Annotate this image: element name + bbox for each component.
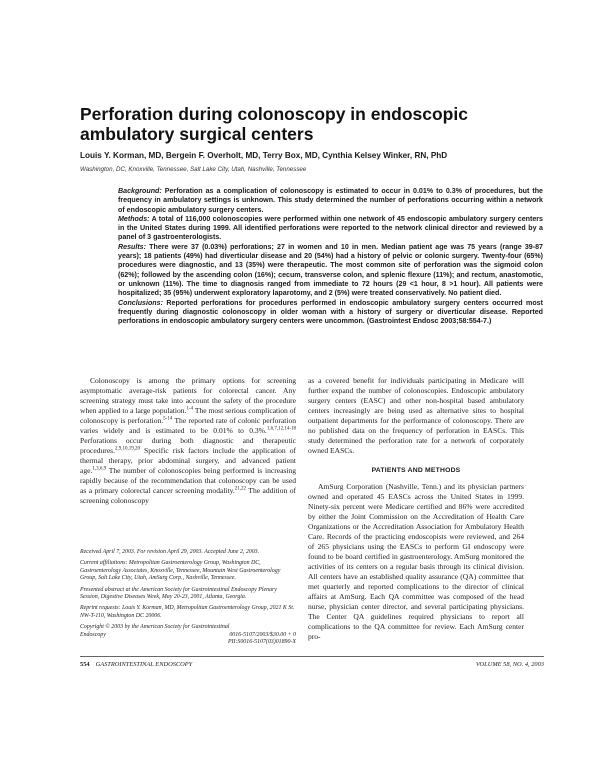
citation-ref[interactable]: 1,3,6,9	[92, 466, 107, 472]
received-note: Received April 7, 2003. For revision April 29, 2003. Accepted June 2, 2003.	[80, 549, 260, 555]
abstract	[118, 187, 543, 326]
methods-text: A total of 116,000 colonoscopies were performed within one network of 45 endoscopic ambulatory surgery centers in the United States during 1999. All identified perforations were reported to the network clinical director and reviewed by a panel of 3 gastroenterologists.	[118, 214, 543, 242]
intro-text: Perforations occur during both diagnostic and therapeutic procedures.	[80, 436, 296, 455]
volume-info: VOLUME 58, NO. 4, 2003	[475, 661, 544, 668]
reprint-note: Reprint requests: Louis Y. Korman, MD, Metropolitan Gastroenterology Group, 2021 K St. NW-T-110, Washington DC 20006.	[80, 605, 295, 619]
pii-code: PII:S0016-5107(03)01890-X	[227, 639, 296, 646]
copyright-row	[80, 632, 296, 639]
citation-ref[interactable]: 1,6,7,12,14-18	[266, 426, 296, 432]
journal-name: GASTROINTESTINAL ENDOSCOPY	[95, 661, 193, 668]
right-column	[308, 376, 524, 642]
abstract-background	[118, 187, 543, 215]
citation-ref[interactable]: 2,9,10,19,20	[115, 446, 140, 452]
affiliations: Washington, DC, Knoxville, Tennessee, Salt Lake City, Utah, Nashville, Tennessee	[80, 166, 307, 173]
intro-text: Specific risk factors include the application of thermal therapy, prior abdominal surgery, and advanced patient age.	[80, 446, 296, 475]
intro-text: The addition of screening colonoscopy	[80, 486, 296, 505]
presented-note: Presented abstract at the American Society for Gastrointestinal Endoscopy Plenary Session, Digestive Diseases Week, May 20-23, 2001, Atlanta, Georgia.	[80, 586, 277, 601]
abstract-methods	[118, 215, 543, 243]
conclusions-text: Reported perforations for procedures performed in endoscopic ambulatory surgery centers occurred most frequently during diagnostic colonoscopy in older woman with a history of surgery or diverticular disease. Reported perforations in endoscopic ambulatory surgery centers were uncommon. (Gastrointest Endosc 2003;58:554-7.)	[118, 298, 543, 326]
intro-text: The most serious complication of colonoscopy is perforation.	[80, 406, 296, 425]
intro-continued: as a covered benefit for individuals participating in Medicare will further expand the number of colonoscopies. Endoscopic ambulatory surgery centers (EASC) and other non-hospital based ambulatory centers increasingly are being used as alternative sites to hospital outpatient departments for the performance of colonoscopy. There are no published data on the frequency of perforation in EASCs. This study determined the perforation rate for a network of corporately owned EASCs.	[308, 376, 524, 455]
page-footer	[80, 661, 544, 671]
affiliation-note: Current affiliations: Metropolitan Gastroenterology Group, Washington DC, Gastroenterology Associates, Knoxville, Tennessee, Mountain West Gastroenterology Group, Salt Lake City, Utah, AmSurg Corp., Nashville, Tennessee.	[80, 560, 281, 582]
abstract-conclusions	[118, 299, 543, 327]
abstract-results	[118, 243, 543, 299]
author-list: Louis Y. Korman, MD, Bergein F. Overholt, MD, Terry Box, MD, Cynthia Kelsey Winker, RN, PhD	[80, 151, 448, 160]
citation-ref[interactable]: 1-4	[186, 406, 194, 412]
background-label: Background:	[118, 187, 162, 195]
conclusions-label: Conclusions:	[118, 298, 163, 307]
introduction-paragraph	[80, 376, 296, 506]
intro-text: The number of colonoscopies being performed is increasing rapidly because of the recommendation that colonoscopy can be used as a primary colorectal cancer screening modality.	[80, 466, 296, 495]
background-text: Perforation as a complication of colonoscopy is estimated to occur in 0.01% to 0.3% of procedures, but the frequency in ambulatory settings is unknown. This study determined the number of perforations occurring within a network of endoscopic ambulatory surgery centers.	[118, 187, 543, 214]
footnotes	[80, 549, 296, 646]
citation-ref[interactable]: 5-14	[163, 416, 173, 422]
footer-left	[80, 661, 192, 668]
section-heading: PATIENTS AND METHODS	[371, 467, 461, 474]
methods-paragraph: AmSurg Corporation (Nashville, Tenn.) and its physician partners owned and operated 45 EASCs across the United States in 1999. Ninety-six percent were Medicare certified and 86% were accredited by either the Joint Commission on the Accreditation of Health Care Organizations or the Accreditation Association for Ambulatory Health Care. Records of the practicing endoscopists were reviewed, and 264 of 265 physicians using the EASCs to perform GI endoscopy were found to be board certified in gastroenterology. AmSurg monitored the activities of its centers on a regular basis through its clinical division. All centers have an established quality assurance (QA) committee that met quarterly and reported complications to the director of clinical affairs at AmSurg. Each QA committee was composed of the head nurse, physician center director, and several participating physicians. The Center QA guidelines required physicians to report all complications to the QA committee for review. Each AmSurg center pro-	[308, 482, 524, 641]
article-title: Perforation during colonoscopy in endoscopic ambulatory surgical centers	[80, 104, 468, 144]
issn-code: 0016-5107/2003/$30.00 + 0	[229, 631, 296, 638]
intro-text: Colonoscopy is among the primary options for screening asymptomatic average-risk patients for colorectal cancer. Any screening strategy must take into account the safety of the procedure when applied to a large population.	[80, 376, 296, 415]
intro-text: The reported rate of colonic perforation varies widely and is estimated to be 0.01% to 0.3%.	[80, 416, 296, 435]
methods-label: Methods:	[118, 214, 150, 223]
results-text: There were 37 (0.03%) perforations; 27 in women and 10 in men. Median patient age was 75 years (range 39-87 years); 18 patients (49%) had diverticular disease and 20 (54%) had a history of pelvic or colonic surgery. Twenty-four (65%) procedures were diagnostic, and 13 (35%) were therapeutic. The most common site of perforation was the sigmoid colon (62%); followed by the ascending colon (16%); cecum, transverse colon, and splenic flexure (11%); and rectum, anastomotic, or unknown (11%). The time to diagnosis ranged from immediate to 72 hours (29 <1 hour, 8 >1 hour). All patients were hospitalized; 35 (95%) underwent exploratory laparotomy, and 2 (5%) were treated conservatively. No patient died.	[118, 242, 543, 298]
page-number: 554	[80, 661, 90, 668]
copyright-note: Copyright © 2003 by the American Society for Gastrointestinal	[80, 624, 230, 631]
left-column	[80, 376, 296, 506]
results-label: Results:	[118, 242, 146, 251]
copyright-endoscopy: Endoscopy	[80, 631, 106, 638]
footer-divider	[80, 656, 544, 657]
citation-ref[interactable]: 21,22	[234, 486, 247, 492]
